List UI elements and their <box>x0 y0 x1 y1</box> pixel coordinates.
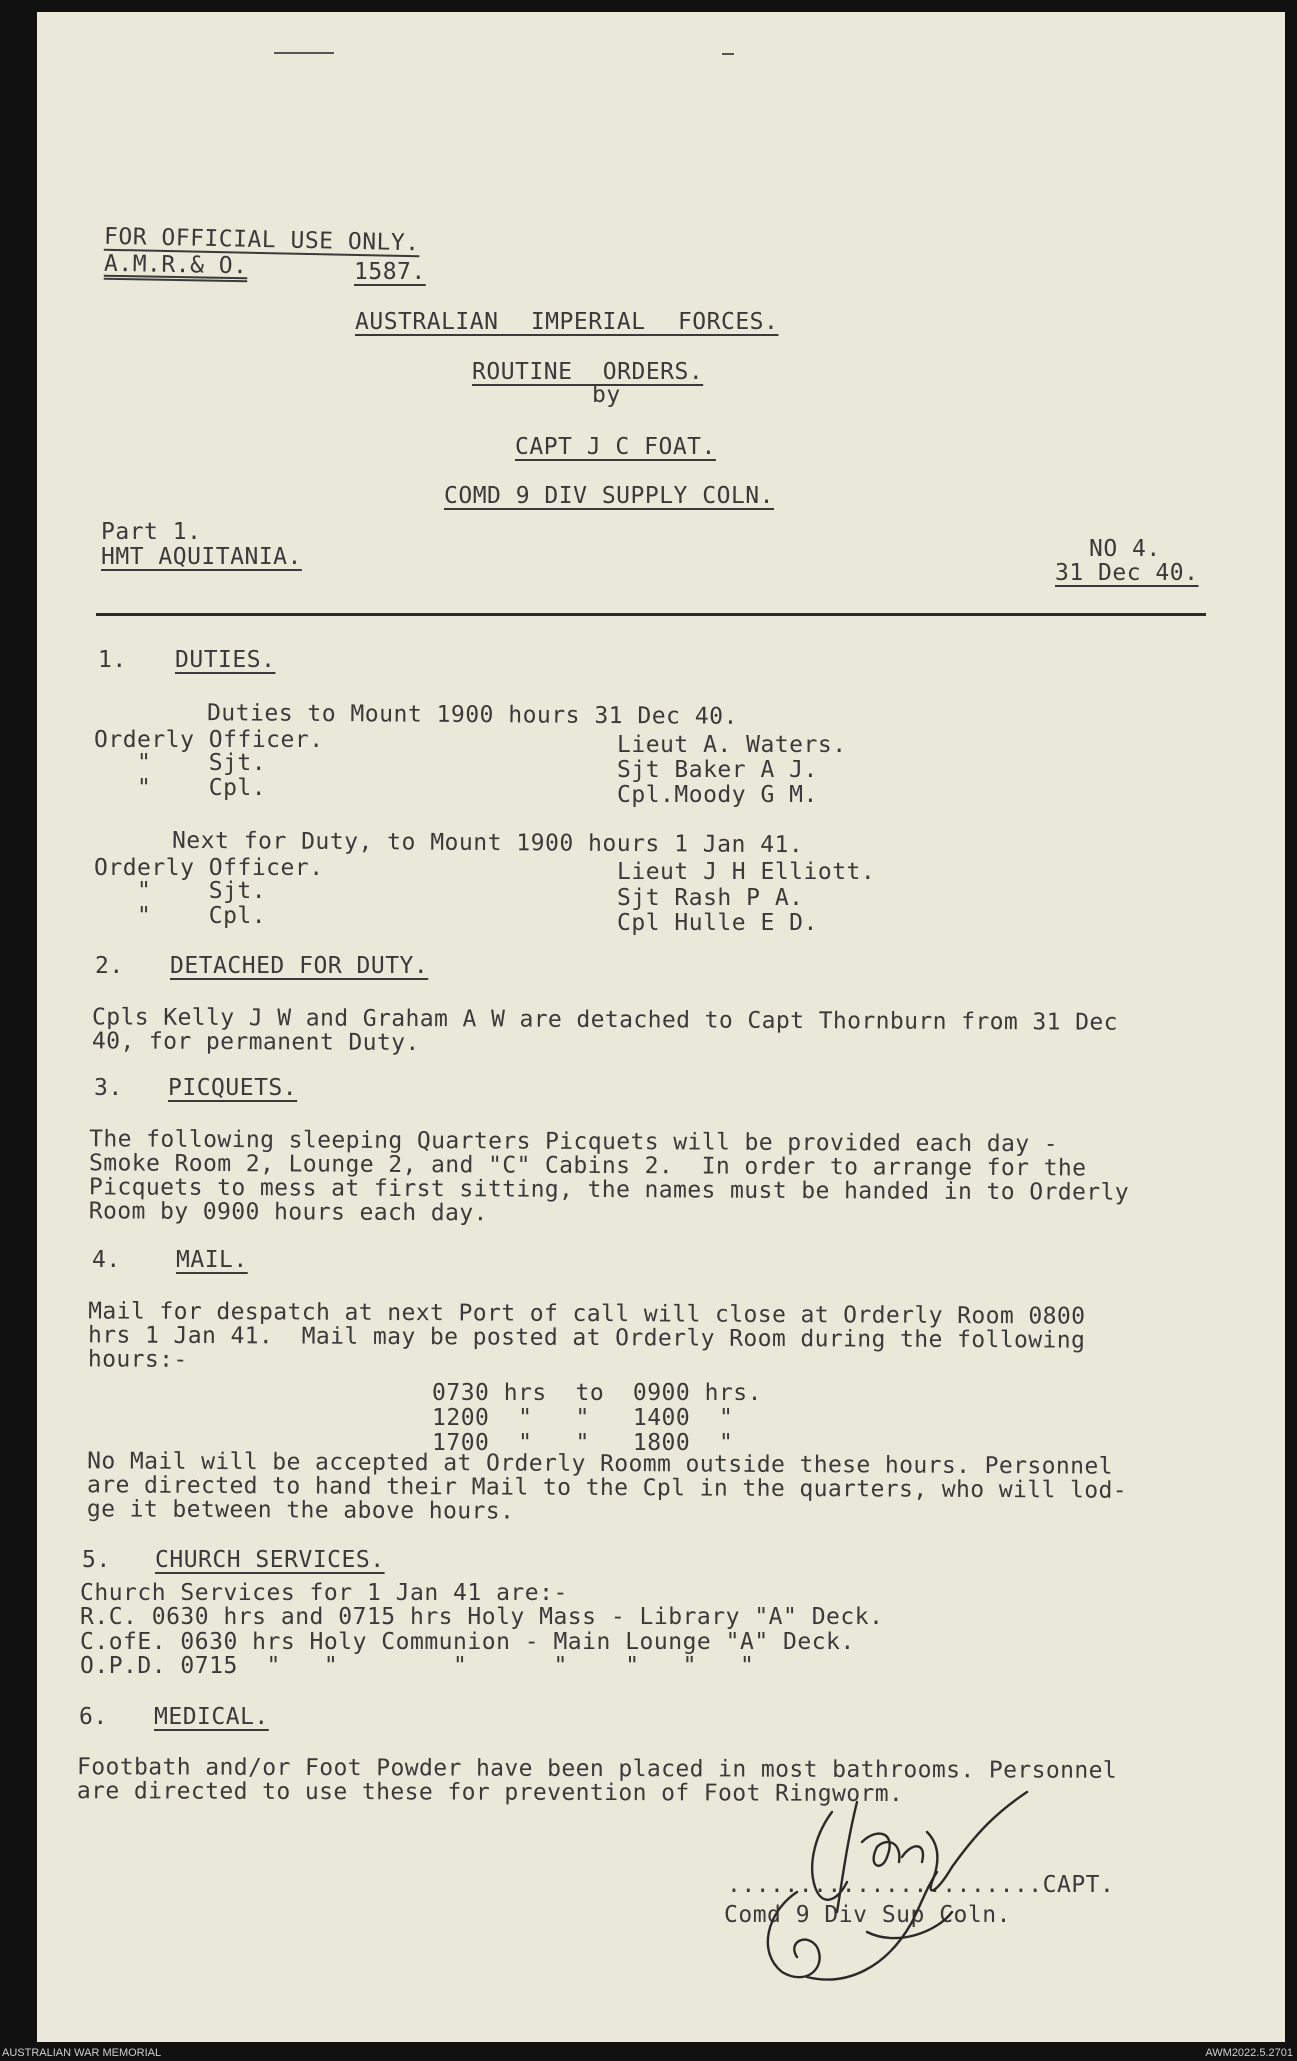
duty-name: Sjt Baker A J. <box>617 757 818 783</box>
church-line: C.ofE. 0630 hrs Holy Communion - Main Lounge "A" Deck. <box>80 1629 855 1655</box>
title-line-1: AUSTRALIAN IMPERIAL FORCES. <box>355 309 779 335</box>
detached-body: Cpls Kelly J W and Graham A W are detached to Capt Thornburn from 31 Dec 40, for permanent Duty. <box>91 1004 1118 1057</box>
document-page <box>37 12 1285 2042</box>
reference-prefix: A.M.R.& O. <box>103 250 248 280</box>
classification-line: FOR OFFICIAL USE ONLY. <box>103 223 420 257</box>
section-heading-detached: DETACHED FOR DUTY. <box>170 953 429 979</box>
section-number: 2. <box>95 953 124 979</box>
handwritten-signature <box>737 1772 1067 2022</box>
header-divider <box>96 613 1206 616</box>
duty-role: Orderly Officer. <box>94 855 324 881</box>
title-line-5: COMD 9 DIV SUPPLY COLN. <box>444 483 774 509</box>
footer-accession-number: AWM2022.5.2701 <box>1205 2047 1293 2059</box>
title-line-4: CAPT J C FOAT. <box>515 434 716 460</box>
duty-name: Lieut A. Waters. <box>617 732 847 758</box>
section-heading-church: CHURCH SERVICES. <box>155 1547 385 1573</box>
mail-time-row: 1200 " " 1400 " <box>432 1405 734 1431</box>
section-number: 5. <box>82 1547 111 1573</box>
duty-name: Sjt Rash P A. <box>617 885 804 911</box>
duty-role: " Cpl. <box>137 775 267 801</box>
mail-time-row: 0730 hrs to 0900 hrs. <box>432 1380 762 1406</box>
title-line-2: ROUTINE ORDERS. <box>472 359 704 385</box>
footer <box>0 2046 1297 2061</box>
medical-body: Footbath and/or Foot Powder have been placed in most bathrooms. Personnel are directed to use these for prevention of Foot Ringworm. <box>76 1754 1118 1808</box>
mail-notice: No Mail will be accepted at Orderly Roomm outside these hours. Personnel are directed to hand their Mail to the Cpl in the quarters, who will lod- ge it between the above hours. <box>86 1448 1128 1525</box>
paper-mark <box>274 52 334 54</box>
mail-body: Mail for despatch at next Port of call will close at Orderly Room 0800 hrs 1 Jan 41. Mail may be posted at Orderly Room during the following hours:- <box>87 1298 1086 1373</box>
part-label: Part 1. <box>101 519 202 545</box>
duty-role: " Sjt. <box>137 750 267 776</box>
paper-mark <box>722 53 734 55</box>
duties-next-intro: Next for Duty, to Mount 1900 hours 1 Jan 41. <box>171 827 804 859</box>
church-line: O.P.D. 0715 " " " " " " " <box>80 1653 755 1679</box>
signature-appointment: Comd 9 Div Sup Coln. <box>724 1902 1011 1928</box>
duty-role: " Cpl. <box>137 903 267 929</box>
duty-role: " Sjt. <box>137 878 267 904</box>
reference-number: 1587. <box>354 259 426 285</box>
section-number: 4. <box>92 1247 121 1273</box>
section-number: 3. <box>94 1075 123 1101</box>
church-line: R.C. 0630 hrs and 0715 hrs Holy Mass - Library "A" Deck. <box>80 1604 884 1630</box>
ship-name: HMT AQUITANIA. <box>101 544 302 570</box>
section-number: 6. <box>79 1704 108 1730</box>
section-heading-medical: MEDICAL. <box>154 1704 269 1730</box>
picquets-body: The following sleeping Quarters Picquets will be provided each day - Smoke Room 2, Lounge 2, and "C" Cabins 2. In order to arrange for the Picquets to mess at first sitting, the names must be handed in to Orderly Room by 0900 hours each day. <box>88 1126 1130 1227</box>
duty-role: Orderly Officer. <box>94 727 324 753</box>
section-heading-picquets: PICQUETS. <box>168 1075 298 1101</box>
section-heading-mail: MAIL. <box>176 1247 248 1273</box>
duty-name: Cpl.Moody G M. <box>617 782 818 808</box>
mail-time-row: 1700 " " 1800 " <box>432 1430 734 1456</box>
duties-intro: Duties to Mount 1900 hours 31 Dec 40. <box>206 700 738 730</box>
duty-name: Lieut J H Elliott. <box>617 859 876 885</box>
duty-name: Cpl Hulle E D. <box>617 910 818 936</box>
section-heading-duties: DUTIES. <box>175 647 276 673</box>
order-number: NO 4. <box>1089 536 1161 562</box>
signature-rank-line: ......................CAPT. <box>727 1872 1115 1898</box>
church-line: Church Services for 1 Jan 41 are:- <box>80 1580 568 1606</box>
title-line-3: by <box>592 382 621 408</box>
footer-institution: AUSTRALIAN WAR MEMORIAL <box>2 2047 162 2059</box>
order-date: 31 Dec 40. <box>1055 560 1199 586</box>
section-number: 1. <box>98 647 127 673</box>
